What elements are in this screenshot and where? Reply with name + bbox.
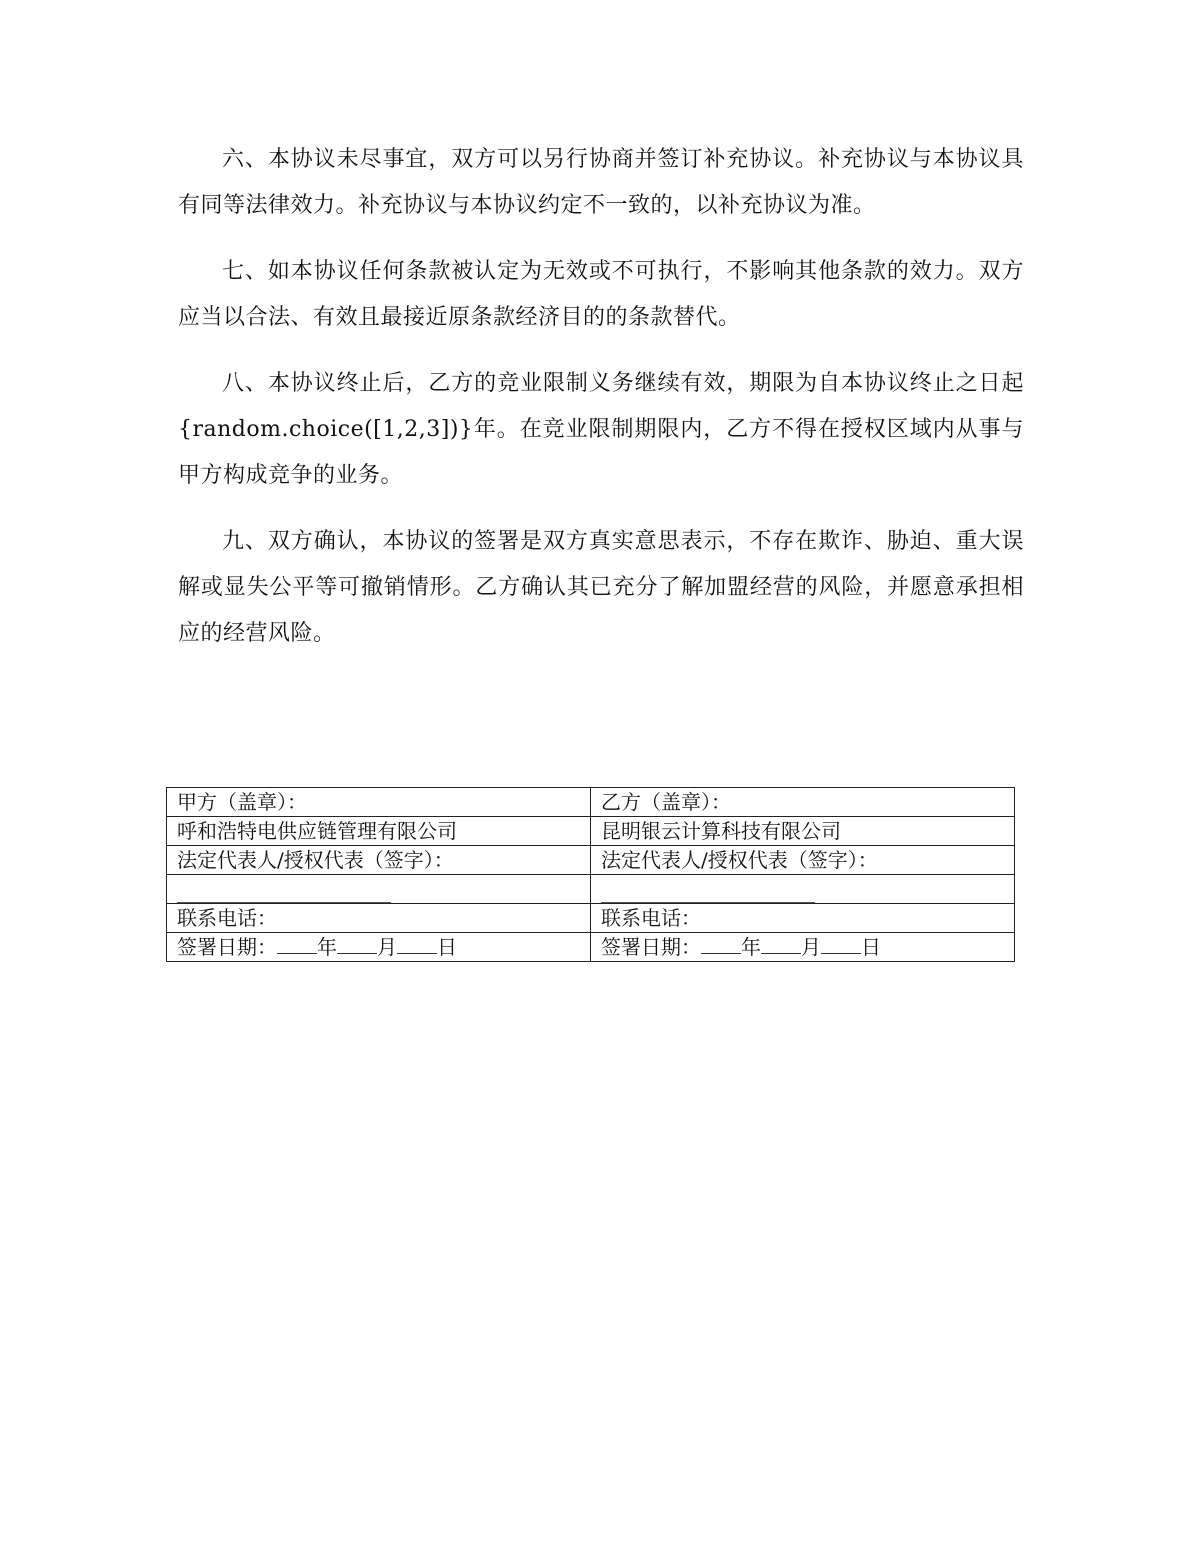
party-a-company: 呼和浩特电供应链管理有限公司	[167, 817, 591, 846]
party-a-rep-label: 法定代表人/授权代表（签字）：	[167, 846, 591, 875]
party-b-company: 昆明银云计算科技有限公司	[591, 817, 1015, 846]
agreement-clauses	[178, 137, 1024, 677]
table-row	[167, 904, 1015, 933]
party-a-day-blank[interactable]	[397, 933, 437, 954]
table-row	[167, 875, 1015, 904]
party-b-month-blank[interactable]	[761, 933, 801, 954]
table-row	[167, 933, 1015, 962]
party-b-rep-label: 法定代表人/授权代表（签字）：	[591, 846, 1015, 875]
party-b-date-cell	[591, 933, 1015, 962]
party-b-day-label: 日	[861, 935, 881, 959]
party-a-year-label: 年	[317, 935, 337, 959]
party-a-date-cell	[167, 933, 591, 962]
party-a-year-blank[interactable]	[277, 933, 317, 954]
party-a-seal-label: 甲方（盖章）：	[167, 788, 591, 817]
table-row	[167, 817, 1015, 846]
party-a-signature-line[interactable]	[177, 880, 391, 903]
party-a-month-label: 月	[377, 935, 397, 959]
party-a-date-label: 签署日期：	[177, 935, 277, 959]
clause-seven: 七、如本协议任何条款被认定为无效或不可执行，不影响其他条款的效力。双方应当以合法、有效且最接近原条款经济目的的条款替代。	[178, 259, 1024, 330]
party-b-signature-line[interactable]	[601, 880, 815, 903]
clause-eight: 八、本协议终止后，乙方的竞业限制义务继续有效，期限为自本协议终止之日起{random.choice([1,2,3])}年。在竞业限制期限内，乙方不得在授权区域内从事与甲方构成竞争的业务。	[178, 371, 1024, 488]
clause-nine: 九、双方确认，本协议的签署是双方真实意思表示，不存在欺诈、胁迫、重大误解或显失公平等可撤销情形。乙方确认其已充分了解加盟经营的风险，并愿意承担相应的经营风险。	[178, 529, 1024, 646]
clause-six: 六、本协议未尽事宜，双方可以另行协商并签订补充协议。补充协议与本协议具有同等法律效力。补充协议与本协议约定不一致的，以补充协议为准。	[178, 147, 1024, 218]
party-b-date-label: 签署日期：	[601, 935, 701, 959]
table-row	[167, 788, 1015, 817]
party-b-seal-label: 乙方（盖章）：	[591, 788, 1015, 817]
party-b-phone-label: 联系电话：	[591, 904, 1015, 933]
party-a-day-label: 日	[437, 935, 457, 959]
signature-table	[166, 787, 1015, 962]
party-b-year-label: 年	[741, 935, 761, 959]
party-a-signature-cell	[167, 875, 591, 904]
party-a-phone-label: 联系电话：	[167, 904, 591, 933]
party-b-month-label: 月	[801, 935, 821, 959]
party-a-month-blank[interactable]	[337, 933, 377, 954]
table-row	[167, 846, 1015, 875]
party-b-signature-cell	[591, 875, 1015, 904]
party-b-year-blank[interactable]	[701, 933, 741, 954]
party-b-day-blank[interactable]	[821, 933, 861, 954]
